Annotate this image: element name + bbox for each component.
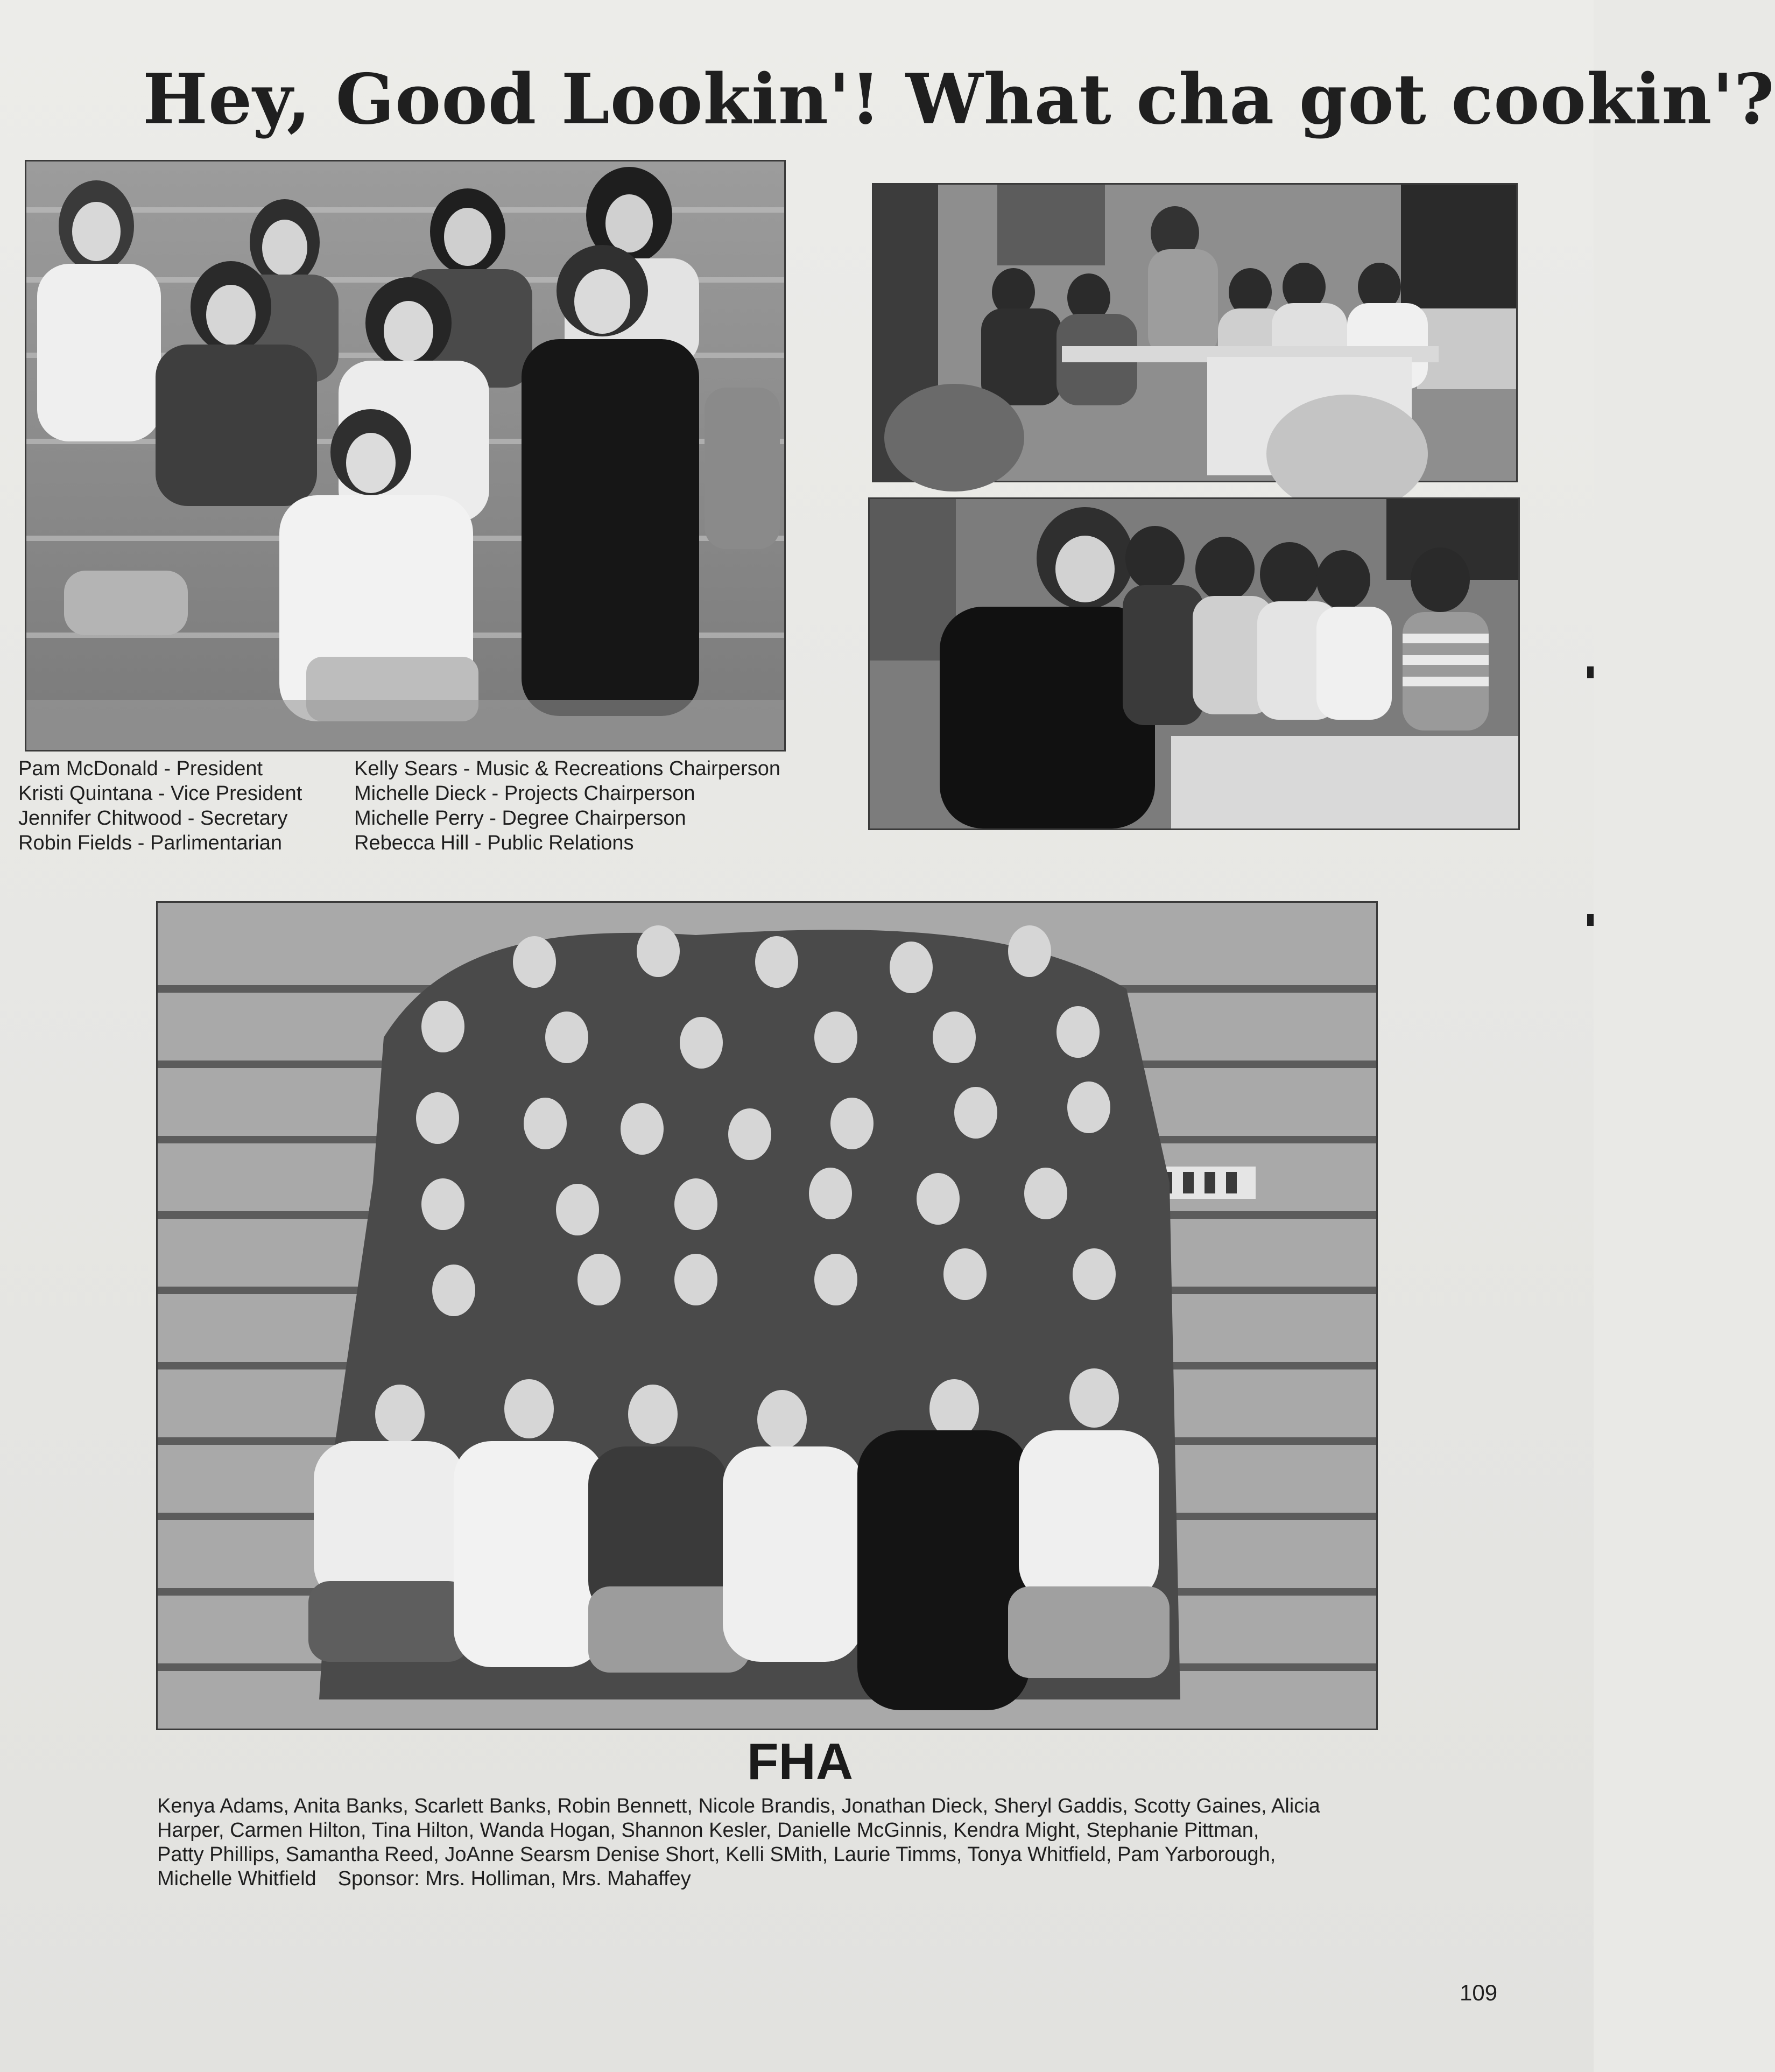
officers-caption-right — [354, 756, 780, 855]
officer-line: Michelle Dieck - Projects Chairperson — [354, 782, 695, 805]
meeting-photo-graphic — [874, 185, 1516, 481]
signup-photo-graphic — [870, 499, 1518, 828]
officer-line: Michelle Perry - Degree Chairperson — [354, 807, 686, 830]
member-list — [157, 1794, 1395, 1891]
member-line: Kenya Adams, Anita Banks, Scarlett Banks, Robin Bennett, Nicole Brandis, Jonathan Dieck, Sheryl Gaddis, Scotty Gaines, Alicia — [157, 1795, 1320, 1817]
signup-photo — [868, 497, 1520, 830]
member-line: Patty Phillips, Samantha Reed, JoAnne Searsm Denise Short, Kelli SMith, Laurie Timms, Tonya Whitfield, Pam Yarborough, — [157, 1843, 1276, 1866]
page-headline: Hey, Good Lookin'! What cha got cookin'? — [143, 59, 1775, 140]
officer-line: Pam McDonald - President — [18, 757, 263, 780]
officer-line: Robin Fields - Parlimentarian — [18, 832, 282, 854]
officers-photo-graphic — [26, 161, 784, 750]
sponsor-text: Sponsor: Mrs. Holliman, Mrs. Mahaffey — [337, 1867, 691, 1890]
meeting-photo — [872, 183, 1518, 482]
officers-caption-left — [18, 756, 302, 855]
member-name: Michelle Whitfield — [157, 1867, 316, 1890]
club-title: FHA — [746, 1733, 854, 1790]
officer-line: Jennifer Chitwood - Secretary — [18, 807, 288, 830]
officer-line: Rebecca Hill - Public Relations — [354, 832, 634, 854]
member-line-last — [157, 1867, 1395, 1891]
binding-edge-mark — [1587, 666, 1594, 678]
member-line: Harper, Carmen Hilton, Tina Hilton, Wanda Hogan, Shannon Kesler, Danielle McGinnis, Kendra Might, Stephanie Pittman, — [157, 1819, 1259, 1842]
officer-line: Kelly Sears - Music & Recreations Chairperson — [354, 757, 780, 780]
group-photo-graphic — [158, 903, 1376, 1729]
officers-photo — [25, 160, 786, 751]
page-number: 109 — [1460, 1980, 1498, 2005]
binding-edge-mark — [1587, 914, 1594, 926]
group-photo — [156, 901, 1378, 1730]
officer-line: Kristi Quintana - Vice President — [18, 782, 302, 805]
